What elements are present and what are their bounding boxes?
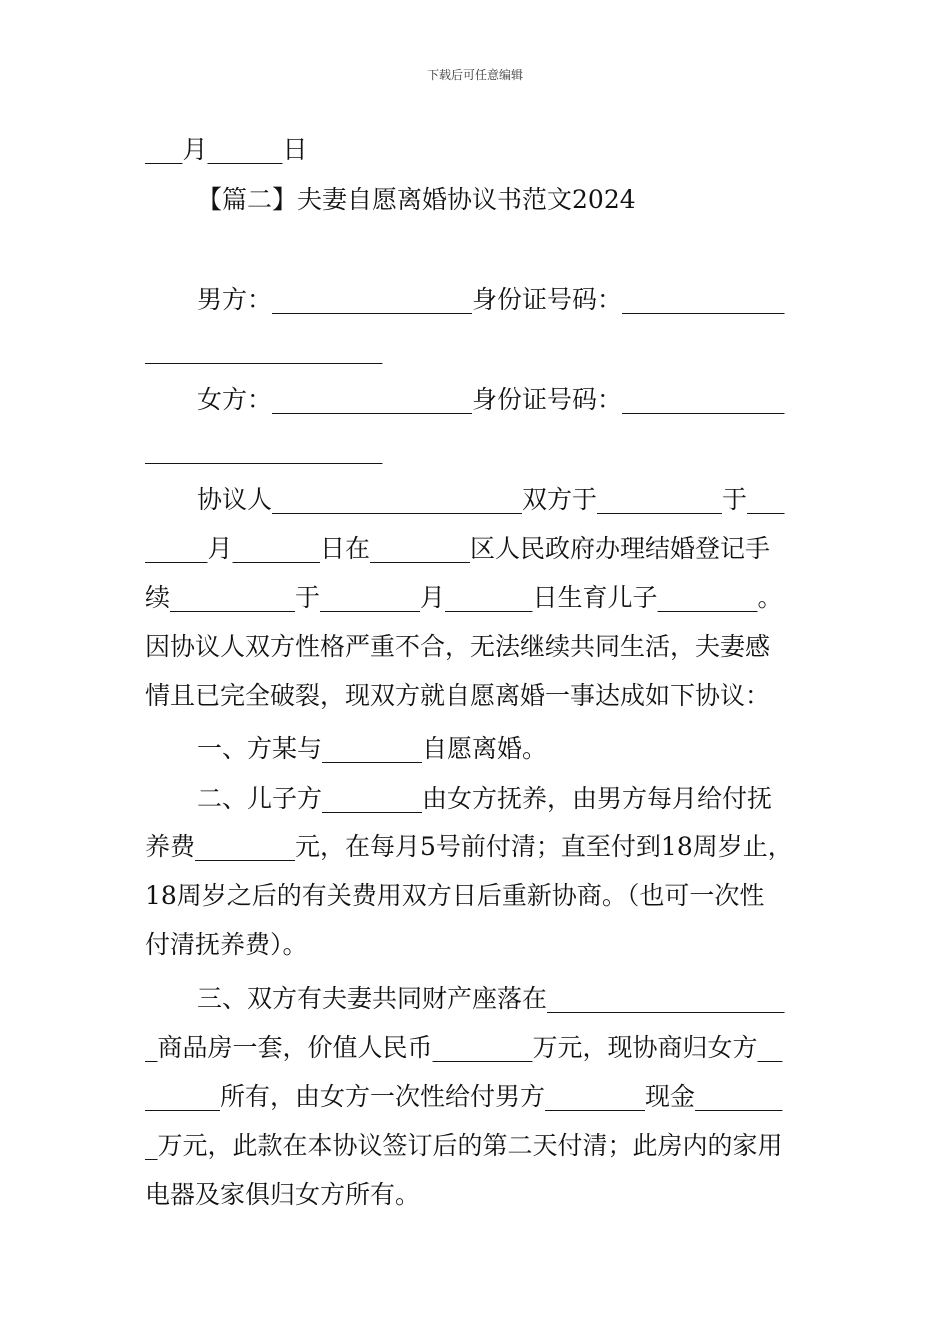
female-party-line-cont: ___________________	[145, 435, 383, 464]
clause-2-line: 养费________元，在每月5号前付清；直至付到18周岁止，	[145, 832, 793, 861]
clause-3-line: 电器及家俱归女方所有。	[145, 1180, 421, 1209]
clause-3-line: _商品房一套，价值人民币________万元，现协商归女方__	[145, 1033, 783, 1062]
clause-1: 一、方某与________自愿离婚。	[197, 734, 548, 763]
paragraph-line: _____月_______日在________区人民政府办理结婚登记手	[145, 534, 771, 563]
clause-3: 三、双方有夫妻共同财产座落在___________________	[197, 984, 785, 1013]
paragraph-line: 续__________于________月_______日生育儿子________。	[145, 583, 783, 612]
male-party-line-cont: ___________________	[145, 335, 383, 364]
paragraph-line: 情且已完全破裂，现双方就自愿离婚一事达成如下协议：	[145, 681, 771, 710]
date-line: ___月______日	[145, 135, 308, 164]
section-title: 【篇二】夫妻自愿离婚协议书范文2024	[197, 185, 636, 214]
clause-3-line: ______所有，由女方一次性给付男方________现金_______	[145, 1082, 783, 1111]
male-party-line: 男方：________________身份证号码：_____________	[197, 285, 785, 314]
page-header: 下载后可任意编辑	[426, 68, 523, 82]
clause-2: 二、儿子方________由女方抚养，由男方每月给付抚	[197, 784, 773, 813]
female-party-line: 女方：________________身份证号码：_____________	[197, 385, 785, 414]
paragraph-line: 因协议人双方性格严重不合，无法继续共同生活，夫妻感	[145, 632, 771, 661]
clause-2-line: 付清抚养费）。	[145, 930, 308, 959]
clause-2-line: 18周岁之后的有关费用双方日后重新协商。（也可一次性	[145, 881, 765, 910]
clause-3-line: _万元，此款在本协议签订后的第二天付清；此房内的家用	[145, 1131, 783, 1160]
paragraph-line: 协议人____________________双方于__________于___	[197, 485, 785, 514]
